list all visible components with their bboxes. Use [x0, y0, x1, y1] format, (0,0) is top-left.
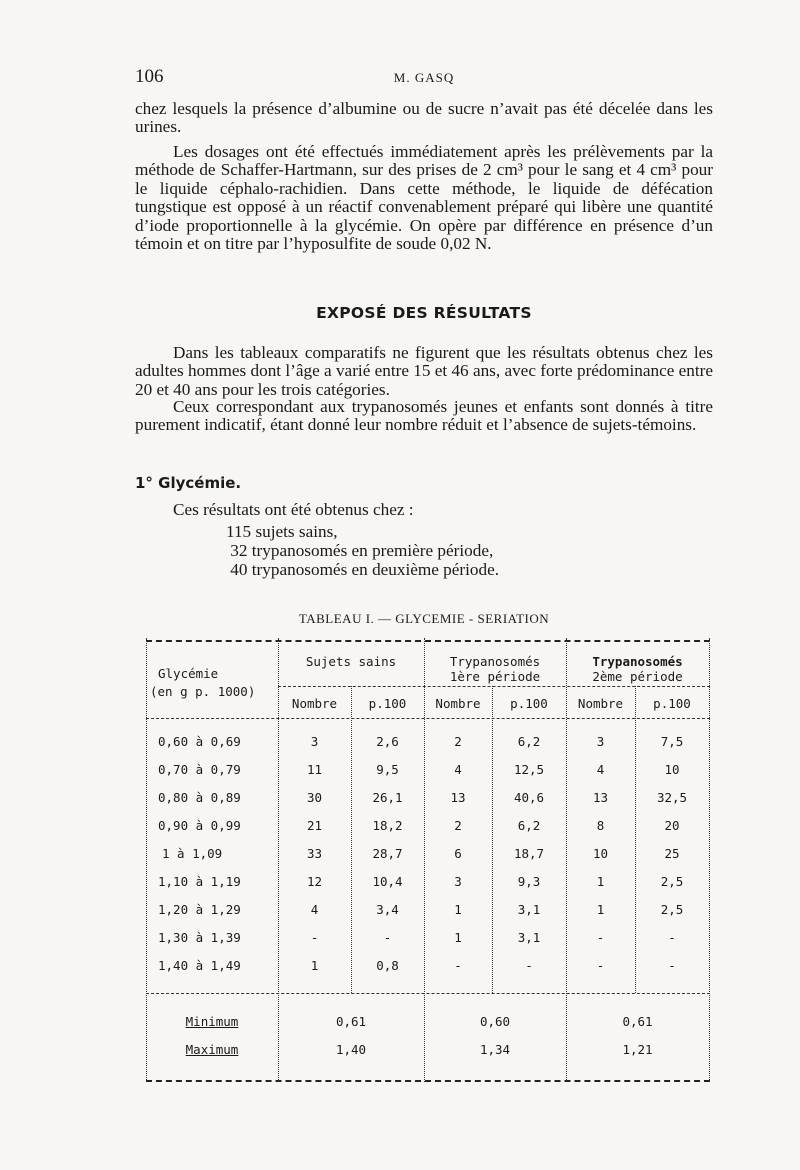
page-number: 106	[135, 66, 164, 87]
cell-count-sains: 33	[306, 846, 323, 861]
cell-pct-tryp2: 32,5	[656, 790, 688, 805]
page-header	[135, 66, 713, 92]
paragraph-2-text: Les dosages ont été effectués immédiatement après les prélèvements par la méthode de Schaffer-Hartmann, sur des prises de 2 cm³ pour le sang et 4 cm³ pour le liquide céphalo-rachidien. Dans cette méthode, le liquide de défécation tungstique est opposé à un réactif convenablement préparé qui libère une quantité d’iode proportionnelle à la glycémie. On opère par différence en présence d’un témoin et on titre par l’hyposulfite de soude 0,02 N.	[135, 142, 713, 254]
cell-pct-tryp1: 3,1	[517, 930, 541, 945]
list-item: 115 sujets sains,	[226, 522, 338, 541]
sub-col-rule	[351, 686, 352, 993]
cell-pct-tryp2: 20	[664, 818, 680, 833]
cell-count-tryp2: 3	[596, 734, 605, 749]
cell-count-tryp1: 4	[454, 762, 462, 777]
row-range: 1,30 à 1,39	[158, 930, 241, 945]
cell-pct-sains: 2,6	[376, 734, 399, 749]
cell-pct-sains: 0,8	[376, 958, 399, 973]
cell-pct-sains: 3,4	[376, 902, 399, 917]
minimum-label: Minimum	[185, 1014, 239, 1029]
cell-count-sains: 12	[306, 874, 323, 889]
row-range: 0,70 à 0,79	[158, 762, 241, 777]
cell-count-tryp1: 6	[454, 846, 462, 861]
cell-count-sains: 11	[306, 762, 323, 777]
cell-count-tryp2: 13	[592, 790, 609, 805]
minimum-tryp1: 0,60	[479, 1014, 511, 1029]
maximum-sains: 1,40	[335, 1042, 367, 1057]
cell-pct-sains: 18,2	[372, 818, 403, 833]
header-bottom-rule	[146, 718, 710, 719]
running-author: M. GASQ	[393, 70, 455, 85]
paragraph-1: chez lesquels la présence d’albumine ou de sucre n’avait pas été décelée dans les urines.	[135, 99, 713, 137]
cell-count-tryp1: 13	[450, 790, 466, 805]
cell-count-sains: 30	[306, 790, 323, 805]
body-bottom-rule	[146, 993, 710, 994]
row-range: 0,90 à 0,99	[158, 818, 241, 833]
cell-count-tryp1: 1	[454, 930, 462, 945]
table-bottom-rule	[146, 1080, 710, 1082]
cell-pct-tryp1: 3,1	[517, 902, 541, 917]
cell-pct-sains: 26,1	[372, 790, 403, 805]
paragraph-3-text: Dans les tableaux comparatifs ne figurent que les résultats obtenus chez les adultes hommes dont l’âge a varié entre 15 et 46 ans, avec forte prédominance entre 20 et 40 ans pour les trois catégories.	[135, 343, 713, 399]
glycemia-table	[146, 638, 710, 1082]
cell-count-tryp2: -	[596, 930, 605, 945]
subhead-pct: p.100	[368, 696, 407, 711]
cell-pct-tryp2: 2,5	[660, 902, 684, 917]
cell-count-tryp1: 2	[454, 734, 462, 749]
subhead-count: Nombre	[577, 696, 624, 711]
subject-list	[226, 522, 499, 579]
paragraph-2	[135, 143, 713, 253]
section-title: EXPOSÉ DES RÉSULTATS	[316, 304, 532, 322]
cell-pct-tryp2: 7,5	[660, 734, 684, 749]
sub-col-rule	[635, 686, 636, 993]
cell-pct-tryp1: 6,2	[517, 734, 541, 749]
cell-count-tryp1: 2	[454, 818, 462, 833]
cell-count-tryp2: 1	[596, 902, 605, 917]
cell-count-tryp2: 4	[596, 762, 605, 777]
cell-count-tryp2: 10	[592, 846, 609, 861]
cell-count-sains: 21	[306, 818, 323, 833]
maximum-label: Maximum	[185, 1042, 239, 1057]
cell-pct-sains: 10,4	[372, 874, 403, 889]
header-sub-rule	[278, 686, 710, 687]
row-range: 1,20 à 1,29	[158, 902, 241, 917]
intro-line: Ces résultats ont été obtenus chez :	[173, 500, 414, 519]
paragraph-4	[135, 398, 713, 435]
cell-count-tryp2: 8	[596, 818, 605, 833]
row-range: 0,80 à 0,89	[158, 790, 241, 805]
list-item: 32 trypanosomés en première période,	[226, 541, 494, 560]
subhead-count: Nombre	[291, 696, 338, 711]
cell-pct-sains: -	[383, 930, 392, 945]
row-range: 1,40 à 1,49	[158, 958, 241, 973]
subhead-pct: p.100	[653, 696, 691, 711]
cell-count-tryp2: -	[596, 958, 605, 973]
row-range: 1,10 à 1,19	[158, 874, 241, 889]
subsection-title: 1° Glycémie.	[135, 474, 242, 492]
cell-pct-tryp2: 25	[664, 846, 680, 861]
cell-pct-tryp2: 10	[664, 762, 680, 777]
paragraph-4-text: Ceux correspondant aux trypanosomés jeunes et enfants sont donnés à titre purement indicatif, étant donné leur nombre réduit et l’absence de sujets-témoins.	[135, 397, 713, 435]
cell-pct-sains: 28,7	[372, 846, 403, 861]
cell-count-tryp2: 1	[596, 874, 605, 889]
table-top-rule	[146, 640, 710, 642]
cell-count-sains: 4	[310, 902, 319, 917]
col-rule	[709, 638, 710, 1082]
minimum-tryp2: 0,61	[622, 1014, 653, 1029]
cell-count-sains: -	[310, 930, 319, 945]
cell-count-sains: 3	[310, 734, 319, 749]
group-tryp-2: Trypanosomés	[592, 654, 683, 669]
group-sains: Sujets sains	[305, 654, 397, 669]
cell-count-tryp1: 3	[454, 874, 462, 889]
rowhead-line1: Glycémie	[158, 666, 219, 681]
cell-pct-tryp1: -	[525, 958, 533, 973]
group-tryp-1: Trypanosomés	[449, 654, 541, 669]
cell-pct-sains: 9,5	[376, 762, 399, 777]
cell-count-tryp1: -	[454, 958, 462, 973]
list-item: 40 trypanosomés en deuxième période.	[226, 560, 500, 579]
cell-pct-tryp2: -	[668, 930, 676, 945]
cell-pct-tryp1: 40,6	[513, 790, 545, 805]
cell-pct-tryp2: 2,5	[660, 874, 684, 889]
cell-pct-tryp1: 9,3	[517, 874, 541, 889]
minimum-sains: 0,61	[335, 1014, 367, 1029]
maximum-tryp1: 1,34	[479, 1042, 511, 1057]
subhead-count: Nombre	[435, 696, 481, 711]
sub-col-rule	[492, 686, 493, 993]
cell-pct-tryp1: 12,5	[513, 762, 545, 777]
paragraph-3	[135, 344, 713, 399]
cell-pct-tryp2: -	[668, 958, 676, 973]
group-tryp-2-period: 2ème période	[592, 669, 683, 684]
maximum-tryp2: 1,21	[622, 1042, 653, 1057]
cell-count-tryp1: 1	[454, 902, 462, 917]
row-range: 1 à 1,09	[162, 846, 223, 861]
cell-pct-tryp1: 18,7	[513, 846, 545, 861]
subhead-pct: p.100	[510, 696, 548, 711]
cell-pct-tryp1: 6,2	[517, 818, 541, 833]
cell-count-sains: 1	[310, 958, 319, 973]
table-title: TABLEAU I. — GLYCEMIE - SERIATION	[298, 611, 550, 626]
row-range: 0,60 à 0,69	[158, 734, 241, 749]
rowhead-line2: (en g p. 1000)	[150, 684, 256, 699]
group-tryp-1-period: 1ère période	[449, 669, 541, 684]
